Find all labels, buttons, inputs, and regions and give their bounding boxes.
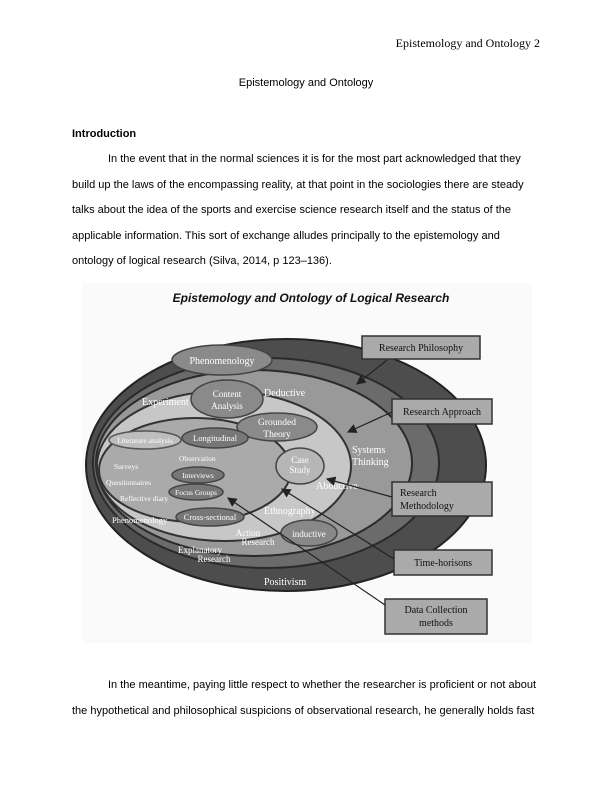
callout-methodology: Methodology xyxy=(400,501,454,512)
label-deductive: Deductive xyxy=(264,388,306,399)
callout-methods: methods xyxy=(419,618,453,629)
label-experiment: Experiment xyxy=(142,397,189,408)
label-case: Case xyxy=(291,455,309,465)
callout-research-approach: Research Approach xyxy=(402,407,482,418)
label-analysis: Analysis xyxy=(211,401,243,411)
label-phenomenology-inner: Phenomenology xyxy=(112,515,168,525)
paragraph-line: In the meantime, paying little respect to whether the researcher is proficient or not about xyxy=(108,679,537,691)
label-study: Study xyxy=(289,465,311,475)
label-abductive: Abductive xyxy=(316,481,358,492)
label-action: Action xyxy=(235,528,261,538)
label-explanatory: Explanatory xyxy=(178,545,222,555)
callout-time-horisons: Time-horisons xyxy=(414,558,472,569)
paragraph-second xyxy=(72,673,540,724)
paragraph-line: the hypothetical and philosophical suspicions of observational research, he generally holds fast xyxy=(72,704,535,717)
callout-research: Research xyxy=(400,488,437,499)
paragraph-line: ontology of logical research (Silva, 2014, p 123–136). xyxy=(72,255,332,268)
label-reflective-diary: Reflective diary xyxy=(120,494,169,503)
paragraph-line: talks about the idea of the sports and exercise science research itself and the status of the xyxy=(72,204,512,217)
label-questionnaires: Questionnaires xyxy=(106,478,151,487)
paragraph-line: build up the laws of the encompassing reality, at that point in the sociologies there are steady xyxy=(72,178,524,191)
label-cross-sectional: Cross-sectional xyxy=(183,512,237,522)
callout-research-philosophy: Research Philosophy xyxy=(378,343,464,354)
label-literature-analysis: Literature analysis xyxy=(117,436,173,445)
callout-data-collection: Data Collection xyxy=(404,605,468,616)
label-explanatory-research: Research xyxy=(197,554,231,564)
label-grounded: Grounded xyxy=(258,418,296,428)
paragraph-line: In the event that in the normal sciences it is for the most part acknowledged that they xyxy=(108,153,521,165)
label-thinking: Thinking xyxy=(352,457,389,468)
label-theory: Theory xyxy=(263,430,291,440)
label-observation: Observation xyxy=(179,454,216,463)
running-head: Epistemology and Ontology 2 xyxy=(395,36,540,50)
paragraph-line: applicable information. This sort of exchange alludes principally to the epistemology and xyxy=(72,229,500,242)
paragraph-introduction xyxy=(72,147,540,275)
research-onion-figure xyxy=(82,283,532,643)
label-phenomenology: Phenomenology xyxy=(189,356,255,367)
label-positivism: Positivism xyxy=(264,577,307,588)
figure-title: Epistemology and Ontology of Logical Research xyxy=(172,291,450,305)
label-interviews: Interviews xyxy=(182,471,214,480)
label-systems: Systems xyxy=(352,445,386,456)
section-heading: Introduction xyxy=(72,128,137,140)
ellipse-content-analysis xyxy=(191,380,263,418)
label-surveys: Surveys xyxy=(114,462,139,471)
label-inductive: inductive xyxy=(292,529,326,539)
label-ethnography: Ethnography xyxy=(264,506,316,517)
label-longitudinal: Longitudinal xyxy=(193,433,237,443)
label-action-research: Research xyxy=(241,537,275,547)
label-focus-groups: Focus Groups xyxy=(175,488,217,497)
document-title: Epistemology and Ontology xyxy=(238,77,374,89)
label-content: Content xyxy=(212,389,242,399)
